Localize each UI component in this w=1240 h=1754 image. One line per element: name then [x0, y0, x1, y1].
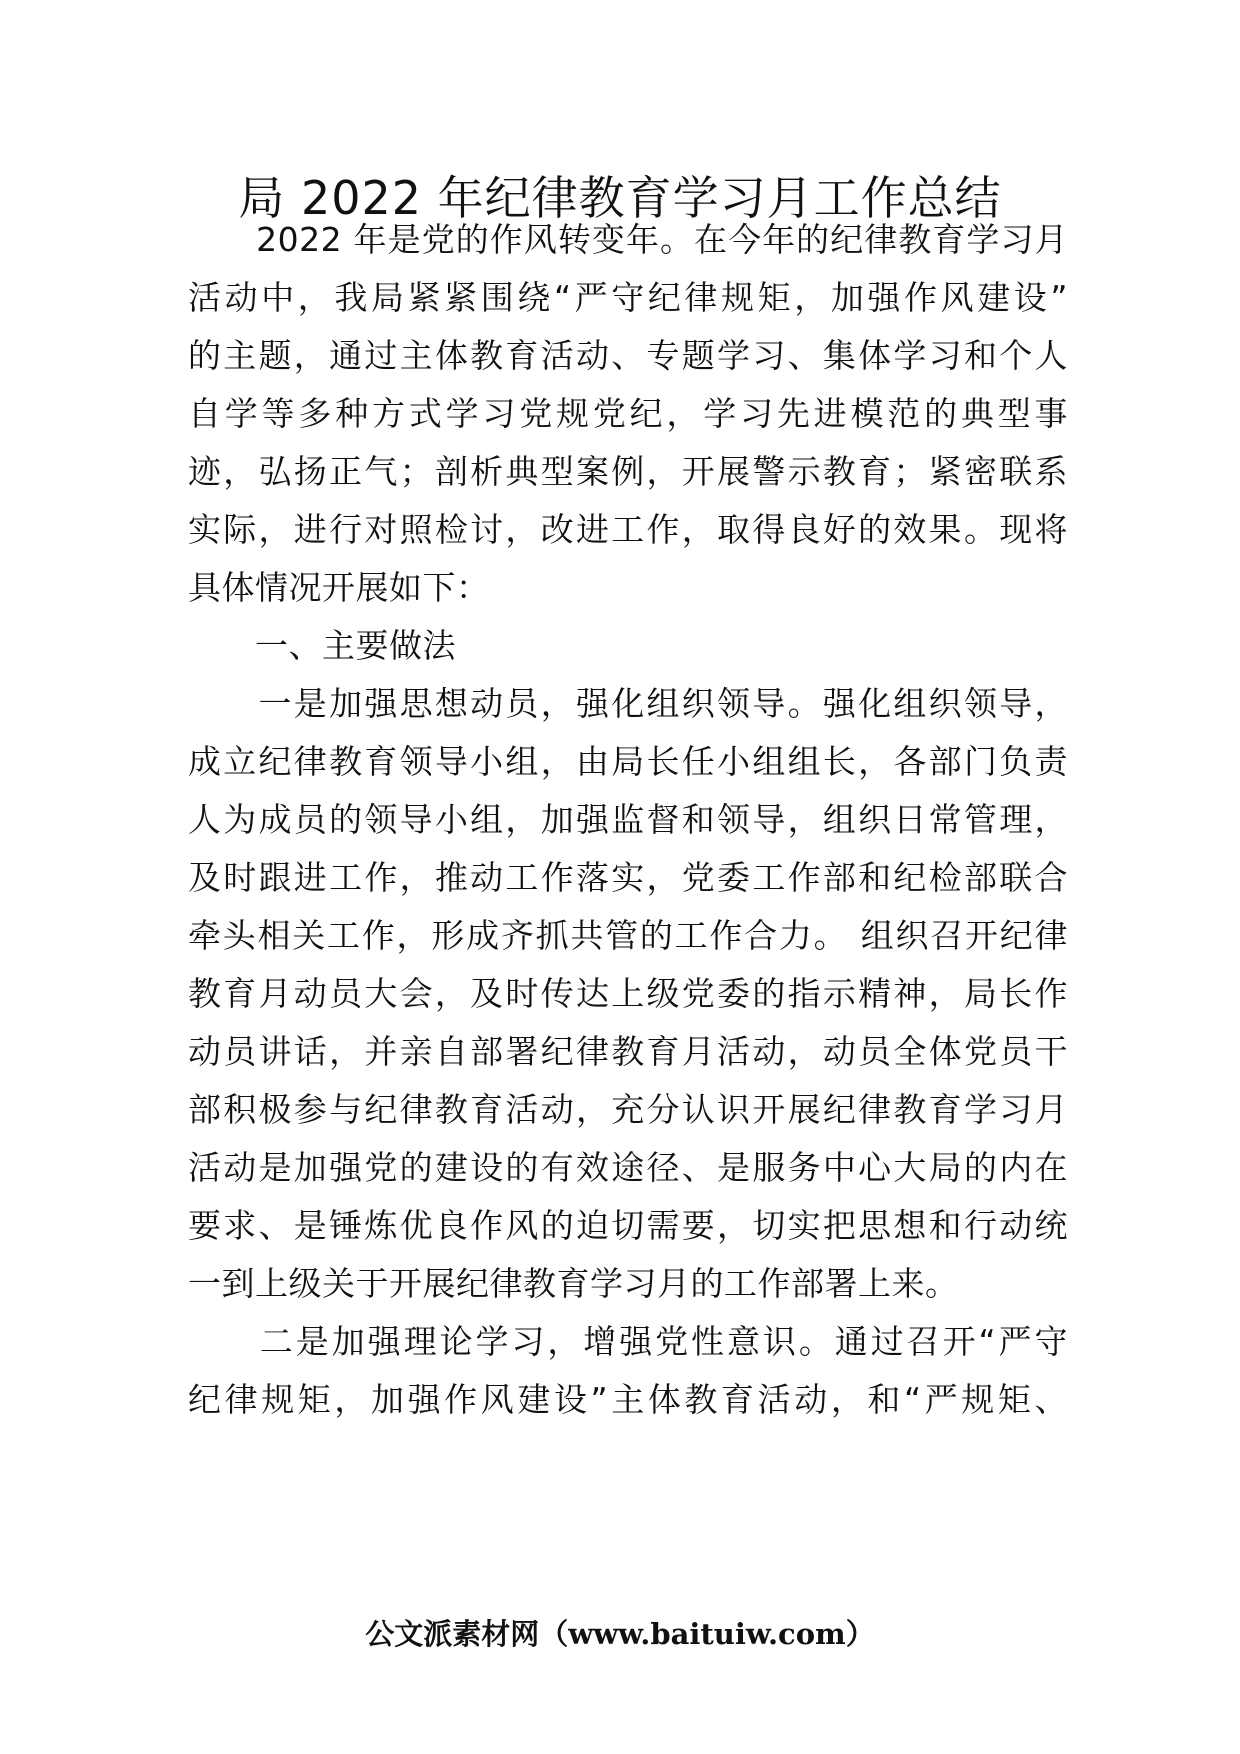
body-line: 一是加强思想动员，强化组织领导。强化组织领导， — [188, 684, 1068, 723]
body-line: 人为成员的领导小组，加强监督和领导，组织日常管理， — [188, 800, 1068, 839]
body-line: 迹，弘扬正气；剖析典型案例，开展警示教育；紧密联系 — [188, 452, 1068, 491]
body-line: 自学等多种方式学习党规党纪，学习先进模范的典型事 — [188, 394, 1068, 433]
section-heading: 一、主要做法 — [188, 626, 456, 665]
body-line: 教育月动员大会，及时传达上级党委的指示精神，局长作 — [188, 974, 1068, 1013]
body-line: 的主题，通过主体教育活动、专题学习、集体学习和个人 — [188, 336, 1068, 375]
body-line: 活动中，我局紧紧围绕“严守纪律规矩，加强作风建设” — [188, 278, 1068, 317]
body-line: 2022 年是党的作风转变年。在今年的纪律教育学习月 — [188, 220, 1068, 259]
body-line: 一到上级关于开展纪律教育学习月的工作部署上来。 — [188, 1264, 959, 1303]
body-line: 实际，进行对照检讨，改进工作，取得良好的效果。现将 — [188, 510, 1068, 549]
body-line: 纪律规矩，加强作风建设”主体教育活动，和“严规矩、 — [188, 1380, 1068, 1419]
document-title: 局 2022 年纪律教育学习月工作总结 — [238, 171, 1002, 225]
body-line: 及时跟进工作，推动工作落实，党委工作部和纪检部联合 — [188, 858, 1068, 897]
body-line: 要求、是锤炼优良作风的迫切需要，切实把思想和行动统 — [188, 1206, 1068, 1245]
body-line: 成立纪律教育领导小组，由局长任小组组长，各部门负责 — [188, 742, 1068, 781]
body-line: 牵头相关工作，形成齐抓共管的工作合力。 组织召开纪律 — [188, 916, 1068, 955]
body-line: 具体情况开展如下： — [188, 568, 490, 607]
body-line: 动员讲话，并亲自部署纪律教育月活动，动员全体党员干 — [188, 1032, 1068, 1071]
body-line: 部积极参与纪律教育活动，充分认识开展纪律教育学习月 — [188, 1090, 1068, 1129]
body-line: 活动是加强党的建设的有效途径、是服务中心大局的内在 — [188, 1148, 1068, 1187]
body-line: 二是加强理论学习，增强党性意识。通过召开“严守 — [188, 1322, 1068, 1361]
footer-watermark: 公文派素材网（www.baituiw.com） — [365, 1617, 875, 1651]
